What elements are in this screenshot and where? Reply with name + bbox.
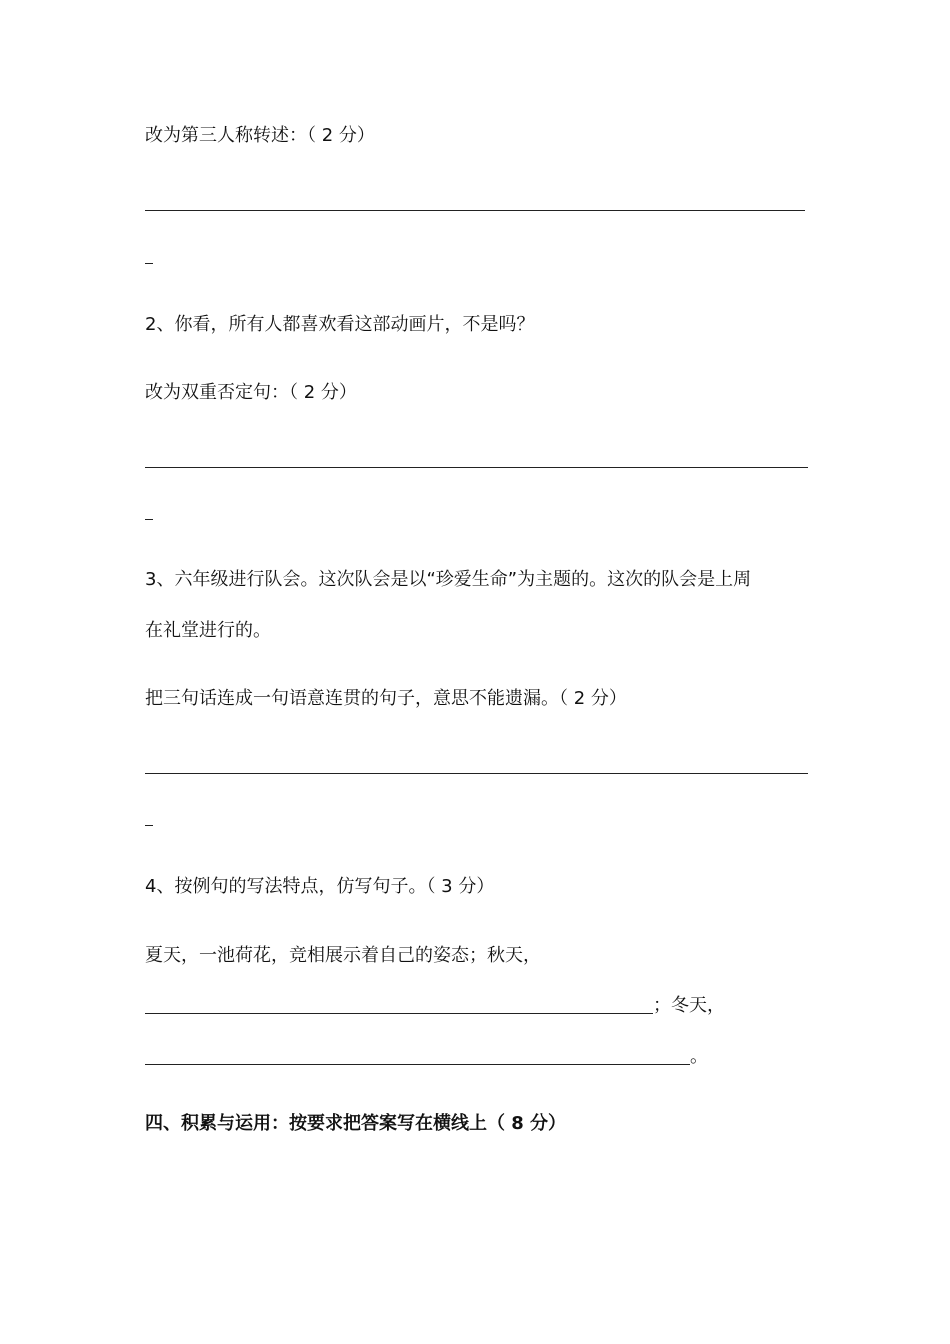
q2-sentence: 2、你看，所有人都喜欢看这部动画片，不是吗？	[145, 314, 535, 335]
q3-sentence-line1: 3、六年级进行队会。这次队会是以“珍爱生命”为主题的。这次的队会是上周	[145, 569, 752, 590]
q4-winter-row	[145, 1045, 708, 1069]
q3-sentence-line2: 在礼堂进行的。	[145, 620, 271, 641]
q4-tail-end: 。	[690, 1046, 708, 1067]
q2-answer-line-overflow	[145, 519, 153, 520]
q4-instruction: 4、按例句的写法特点，仿写句子。（ 3 分）	[145, 876, 495, 897]
q2-answer-line[interactable]	[145, 467, 808, 468]
q3-answer-line[interactable]	[145, 773, 808, 774]
q4-tail-winter: ；冬天，	[653, 995, 725, 1016]
q4-autumn-blank[interactable]	[145, 995, 653, 1014]
q1-answer-line[interactable]	[145, 210, 805, 211]
q2-instruction: 改为双重否定句：（ 2 分）	[145, 382, 357, 403]
q3-instruction: 把三句话连成一句语意连贯的句子，意思不能遗漏。（ 2 分）	[145, 688, 627, 709]
q4-autumn-row	[145, 994, 725, 1018]
q3-answer-line-overflow	[145, 825, 153, 826]
q4-winter-blank[interactable]	[145, 1046, 690, 1065]
q1-answer-line-overflow	[145, 263, 153, 264]
q4-example: 夏天，一池荷花，竞相展示着自己的姿态；秋天，	[145, 945, 541, 966]
q1-instruction: 改为第三人称转述：（ 2 分）	[145, 125, 375, 146]
section4-heading: 四、积累与运用：按要求把答案写在横线上（ 8 分）	[145, 1113, 567, 1134]
